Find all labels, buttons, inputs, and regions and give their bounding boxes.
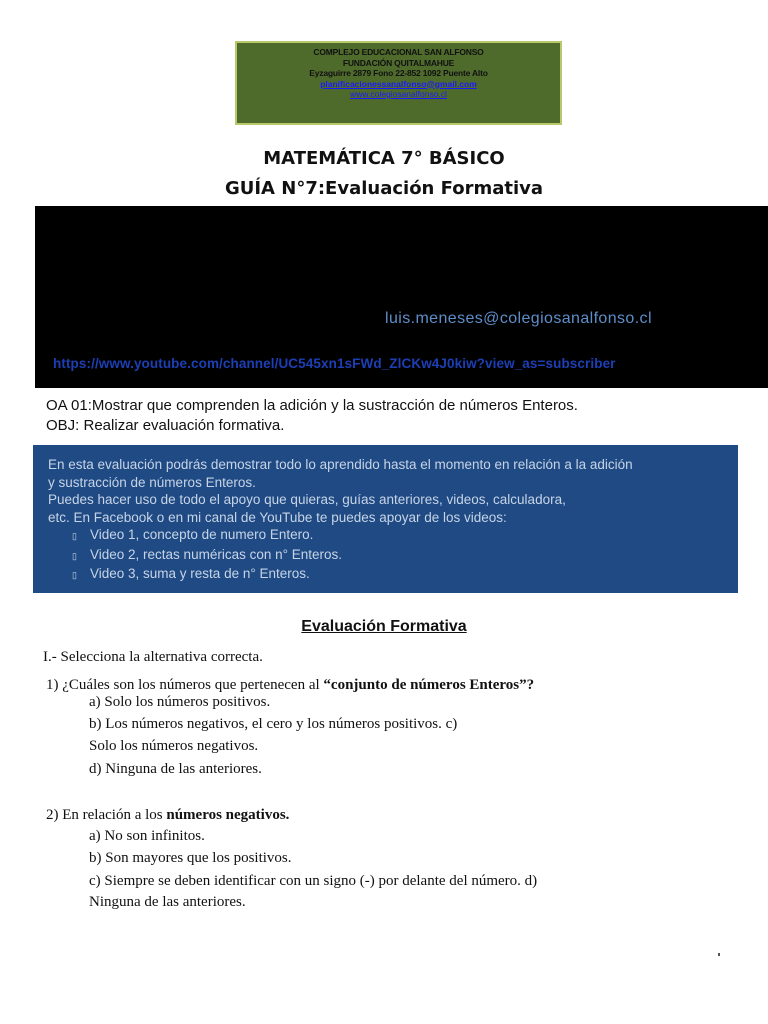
- q1-option-c[interactable]: Solo los números negativos.: [89, 738, 259, 754]
- school-header: [235, 41, 562, 125]
- q2-option-c[interactable]: c) Siempre se deben identificar con un signo (-) por delante del número. d): [89, 873, 538, 889]
- info-line: Puedes hacer uso de todo el apoyo que quieras, guías anteriores, videos, calculadora,: [48, 492, 566, 507]
- q1-option-b[interactable]: b) Los números negativos, el cero y los números positivos. c): [89, 716, 458, 732]
- video-label: Video 3, suma y resta de n° Enteros.: [90, 566, 310, 581]
- header-website-link[interactable]: www.colegiosanalfonso.cl: [350, 89, 447, 99]
- question-1-text: 1) ¿Cuáles son los números que pertenecen al: [46, 677, 324, 693]
- q2-option-a[interactable]: a) No son infinitos.: [89, 828, 205, 844]
- video-label: Video 2, rectas numéricas con n° Enteros.: [90, 546, 343, 562]
- school-name: COMPLEJO EDUCACIONAL SAN ALFONSO: [313, 47, 484, 57]
- info-line: y sustracción de números Enteros.: [48, 474, 256, 490]
- video-list-item: [48, 546, 728, 566]
- q1-option-a[interactable]: a) Solo los números positivos.: [89, 694, 271, 710]
- learning-objective: OA 01:Mostrar que comprenden la adición y la sustracción de números Enteros.: [46, 397, 578, 414]
- page-title: MATEMÁTICA 7° BÁSICO: [263, 148, 505, 169]
- teacher-email[interactable]: luis.meneses@colegiosanalfonso.cl: [385, 310, 652, 327]
- question-1: [46, 677, 534, 694]
- header-email-link[interactable]: planificacionessanalfonso@gmail.com: [320, 78, 477, 89]
- q1-option-d[interactable]: d) Ninguna de las anteriores.: [89, 761, 262, 777]
- page-mark: [718, 953, 720, 956]
- info-line: En esta evaluación podrás demostrar todo lo aprendido hasta el momento en relación a la adición: [48, 457, 633, 472]
- video-list-item: [48, 526, 728, 546]
- class-objective: OBJ: Realizar evaluación formativa.: [46, 417, 285, 434]
- bullet-icon: ▯: [72, 550, 77, 561]
- video-list-item: [48, 565, 728, 585]
- q2-option-b[interactable]: b) Son mayores que los positivos.: [89, 850, 292, 866]
- bullet-icon: ▯: [72, 531, 77, 541]
- youtube-link[interactable]: https://www.youtube.com/channel/UC545xn1sFWd_ZlCKw4J0kiw?view_as=subscriber: [53, 356, 616, 371]
- school-address: Eyzaguirre 2879 Fono 22-852 1092 Puente Alto: [309, 68, 488, 78]
- question-2: [46, 807, 289, 824]
- instruction: I.- Selecciona la alternativa correcta.: [43, 649, 263, 665]
- page-subtitle: GUÍA N°7:Evaluación Formativa: [224, 178, 544, 199]
- q2-option-d[interactable]: Ninguna de las anteriores.: [89, 894, 246, 910]
- evaluation-title: Evaluación Formativa: [301, 618, 467, 635]
- foundation-name: FUNDACIÓN QUITALMAHUE: [342, 57, 455, 68]
- bullet-icon: ▯: [72, 570, 77, 580]
- video-label: Video 1, concepto de numero Entero.: [90, 527, 314, 542]
- question-1-emphasis: “conjunto de números Enteros”?: [323, 677, 535, 693]
- question-2-text: 2) En relación a los: [46, 807, 167, 823]
- info-text: [48, 456, 728, 585]
- question-2-emphasis: números negativos.: [166, 807, 290, 823]
- info-line: etc. En Facebook o en mi canal de YouTube te puedes apoyar de los videos:: [48, 509, 507, 525]
